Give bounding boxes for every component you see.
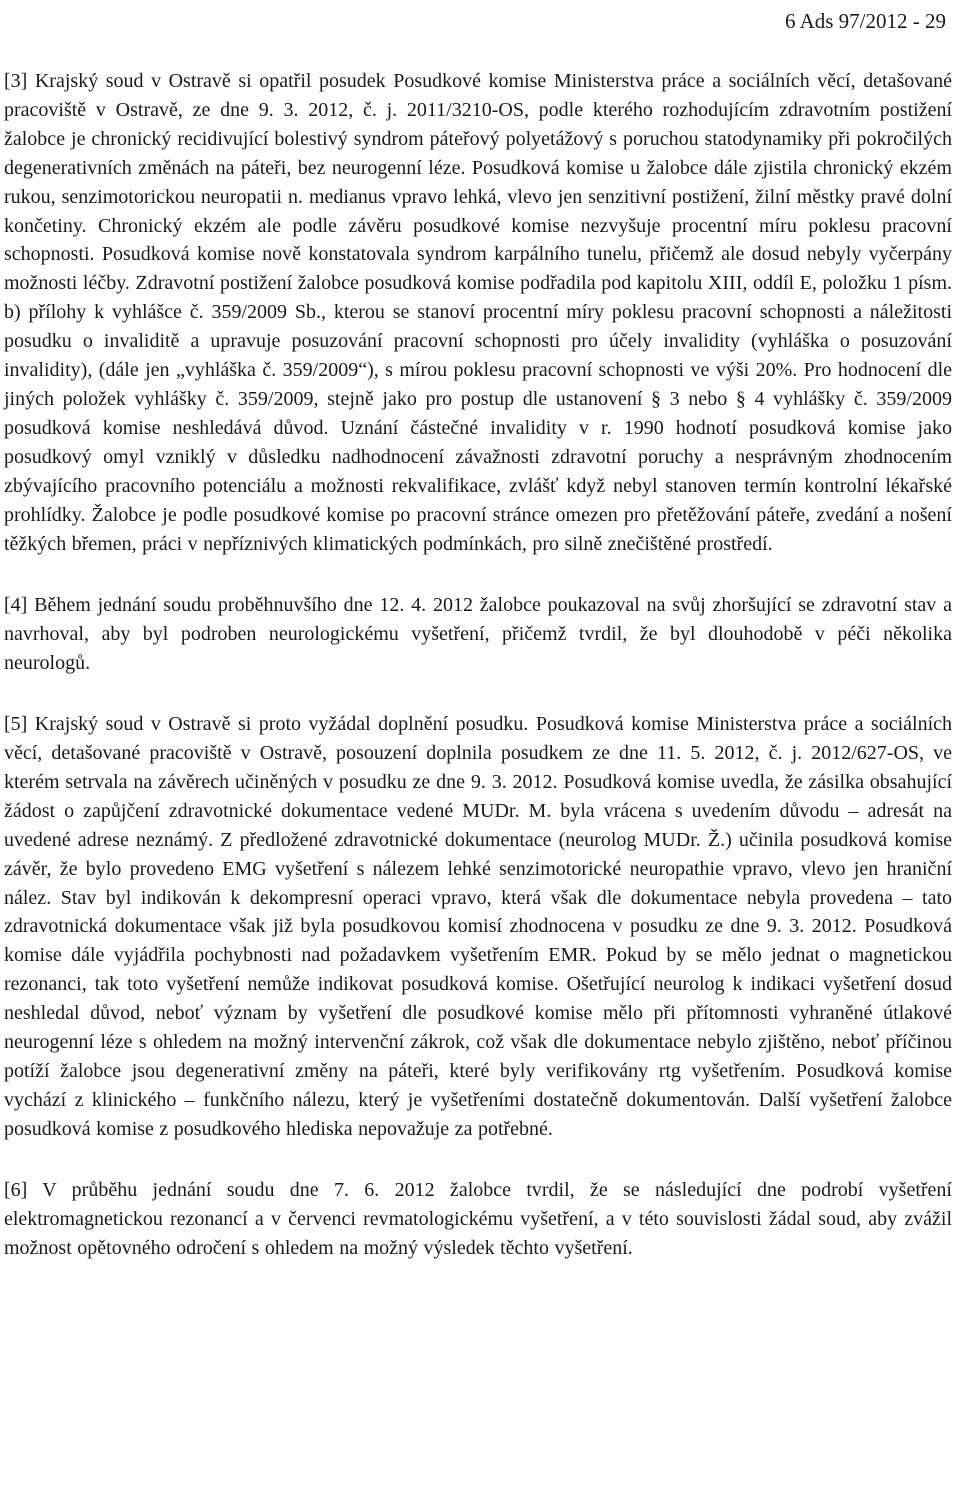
paragraph-5: [5] Krajský soud v Ostravě si proto vyžádal doplnění posudku. Posudková komise Ministerstva práce a sociálních věcí, detašované pracoviště v Ostravě, posouzení doplnila posudkem ze dne 11. 5. 2012, č. j. 2012/627-OS, ve kterém setrvala na závěrech učiněných v posudku ze dne 9. 3. 2012. Posudková komise uvedla, že zásilka obsahující žádost o zapůjčení zdravotnické dokumentace vedené MUDr. M. byla vrácena s uvedením důvodu – adresát na uvedené adrese neznámý. Z předložené zdravotnické dokumentace (neurolog MUDr. Ž.) učinila posudková komise závěr, že bylo provedeno EMG vyšetření s nálezem lehké senzimotorické neuropathie vpravo, vlevo jen hraniční nález. Stav byl indikován k dekompresní operaci vpravo, která však dle dokumentace nebyla provedena – tato zdravotnická dokumentace však již byla posudkovou komisí zhodnocena v posudku ze dne 9. 3. 2012. Posudková komise dále vyjádřila pochybnosti nad požadavkem vyšetřením EMR. Pokud by se mělo jednat o magnetickou rezonanci, tak toto vyšetření nemůže indikovat posudková komise. Ošetřující neurolog k indikaci vyšetření dosud neshledal důvod, neboť význam by vyšetření dle posudkové komise mělo při přítomnosti vyhraněné útlakové neurogenní léze s ohledem na možný intervenční zákrok, což však dle dokumentace nebylo zjištěno, neboť příčinou potíží žalobce jsou degenerativní změny na páteři, které byly verifikovány rtg vyšetřením. Posudková komise vychází z klinického – funkčního nálezu, který je vyšetřeními dostatečně dokumentován. Další vyšetření žalobce posudková komise z posudkového hlediska nepovažuje za potřebné. — [4, 713, 952, 1140]
paragraph-3: [3] Krajský soud v Ostravě si opatřil posudek Posudkové komise Ministerstva práce a sociálních věcí, detašované pracoviště v Ostravě, ze dne 9. 3. 2012, č. j. 2011/3210-OS, podle kterého rozhodujícím zdravotním postižení žalobce je chronický recidivující bolestivý syndrom páteřový polyetážový s poruchou statodynamiky při pokročilých degenerativních změnách na páteři, bez neurogenní léze. Posudková komise u žalobce dále zjistila chronický ekzém rukou, senzimotorickou neuropatii n. medianus vpravo lehká, vlevo jen senzitivní postižení, žilní městky pravé dolní končetiny. Chronický ekzém ale podle závěru posudkové komise nezvyšuje procentní míru poklesu pracovní schopnosti. Posudková komise nově konstatovala syndrom karpálního tunelu, přičemž ale dosud nebyly vyčerpány možnosti léčby. Zdravotní postižení žalobce posudková komise podřadila pod kapitolu XIII, oddíl E, položku 1 písm. b) přílohy k vyhlášce č. 359/2009 Sb., kterou se stanoví procentní míry poklesu pracovní schopnosti a náležitosti posudku o invaliditě a upravuje posuzování pracovní schopnosti pro účely invalidity (vyhláška o posuzování invalidity), (dále jen „vyhláška č. 359/2009“), s mírou poklesu pracovní schopnosti ve výši 20%. Pro hodnocení dle jiných položek vyhlášky č. 359/2009, stejně jako pro postup dle ustanovení § 3 nebo § 4 vyhlášky č. 359/2009 posudková komise neshledává důvod. Uznání částečné invalidity v r. 1990 hodnotí posudková komise jako posudkový omyl vzniklý v důsledku nadhodnocení závažnosti zdravotní poruchy a nesprávným zhodnocením zbývajícího pracovního potenciálu a možnosti rekvalifikace, zvlášť když nebyl stanoven termín kontrolní lékařské prohlídky. Žalobce je podle posudkové komise po pracovní stránce omezen pro přetěžování páteře, zvedání a nošení těžkých břemen, práci v nepříznivých klimatických podmínkách, pro silně znečištěné prostředí. — [4, 70, 952, 555]
document-body — [4, 67, 952, 1295]
paragraph-4: [4] Během jednání soudu proběhnuvšího dne 12. 4. 2012 žalobce poukazoval na svůj zhoršující se zdravotní stav a navrhoval, aby byl podroben neurologickému vyšetření, přičemž tvrdil, že byl dlouhodobě v péči několika neurologů. — [4, 593, 952, 674]
paragraph-6: [6] V průběhu jednání soudu dne 7. 6. 2012 žalobce tvrdil, že se následující dne podrobí vyšetření elektromagnetickou rezonancí a v červenci revmatologickému vyšetření, a v této souvislosti žádal soud, aby zvážil možnost opětovného odročení s ohledem na možný výsledek těchto vyšetření. — [4, 1179, 952, 1260]
page-reference-header: 6 Ads 97/2012 - 29 — [784, 9, 946, 33]
